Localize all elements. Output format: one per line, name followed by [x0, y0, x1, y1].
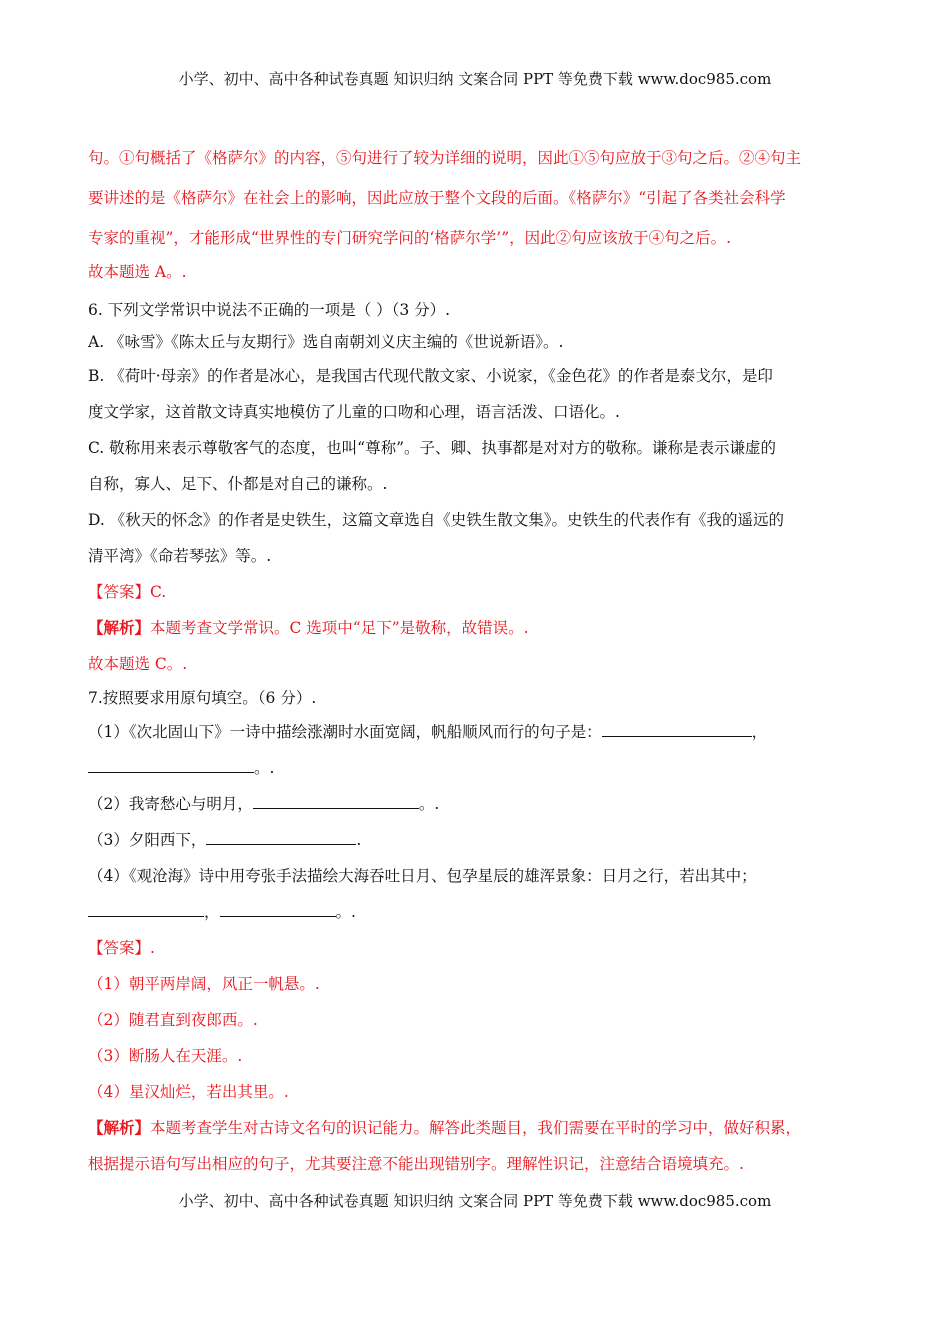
- q7-answer-1: （1）朝平两岸阔，风正一帆悬。.: [88, 975, 320, 993]
- q7-sub-3-text: （3）夕阳西下，: [88, 831, 207, 849]
- q7-answer-3: （3）断肠人在天涯。.: [88, 1047, 243, 1065]
- prev-analysis-line-2: 要讲述的是《格萨尔》在社会上的影响，因此应放于整个文段的后面。《格萨尔》“引起了各类社会科学: [88, 189, 786, 207]
- q7-analysis-tag: 【解析】: [88, 1118, 151, 1137]
- q6-analysis-tag: 【解析】: [88, 618, 151, 637]
- q7-sub-1-text: （1）《次北固山下》一诗中描绘涨潮时水面宽阔，帆船顺风而行的句子是：: [88, 723, 602, 741]
- q7-sub-4-cont: [88, 894, 866, 930]
- q6-option-d-line-1: D. 《秋天的怀念》的作者是史铁生，这篇文章选自《史铁生散文集》。史铁生的代表作有《我的遥远的: [88, 511, 784, 529]
- q7-blank-1b[interactable]: [88, 756, 254, 773]
- q7-analysis-line-1: [88, 1110, 866, 1146]
- q7-sub-1-end: 。.: [254, 759, 275, 777]
- q7-answer-4: （4）星汉灿烂，若出其里。.: [88, 1083, 289, 1101]
- page-footer: 小学、初中、高中各种试卷真题 知识归纳 文案合同 PPT 等免费下载 www.doc985.com: [178, 1192, 772, 1210]
- q7-blank-1a[interactable]: [602, 720, 752, 737]
- q7-stem: 7.按照要求用原句填空。（6 分）.: [88, 689, 317, 707]
- q6-option-c-line-1: C. 敬称用来表示尊敬客气的态度，也叫“尊称”。子、卿、执事都是对对方的敬称。谦称是表示谦虚的: [88, 439, 777, 457]
- page-header: 小学、初中、高中各种试卷真题 知识归纳 文案合同 PPT 等免费下载 www.doc985.com: [178, 70, 772, 88]
- q6-option-b-line-1: B. 《荷叶·母亲》的作者是冰心，是我国古代现代散文家、小说家，《金色花》的作者是泰戈尔，是印: [88, 367, 773, 385]
- q7-answer-2: （2）随君直到夜郎西。.: [88, 1011, 258, 1029]
- q7-sub-1-comma: ，: [751, 723, 768, 741]
- q6-option-a: A. 《咏雪》《陈太丘与友期行》选自南朝刘义庆主编的《世说新语》。.: [88, 333, 564, 351]
- q7-blank-3[interactable]: [206, 828, 356, 845]
- q7-sub-3-end: .: [356, 831, 362, 849]
- q7-blank-4b[interactable]: [220, 900, 336, 917]
- prev-analysis-line-3: 专家的重视”，才能形成“世界性的专门研究学问的‘格萨尔学’”，因此②句应该放于④句之后。.: [88, 229, 732, 247]
- q7-sub-2-end: 。.: [418, 795, 440, 813]
- q7-sub-2: [88, 786, 866, 822]
- q7-sub-1: [88, 714, 866, 750]
- q7-blank-4a[interactable]: [88, 900, 204, 917]
- q6-option-b-line-2: 度文学家，这首散文诗真实地模仿了儿童的口吻和心理，语言活泼、口语化。.: [88, 403, 620, 421]
- prev-conclusion: 故本题选 A。.: [88, 263, 187, 281]
- prev-analysis-line-1: 句。①句概括了《格萨尔》的内容，⑤句进行了较为详细的说明，因此①⑤句应放于③句之后。②④句主: [88, 149, 802, 167]
- q7-sub-1-cont: [88, 750, 866, 786]
- q6-option-c-line-2: 自称，寡人、足下、仆都是对自己的谦称。.: [88, 475, 388, 493]
- q7-sub-3: [88, 822, 866, 858]
- q7-sub-4: （4）《观沧海》诗中用夸张手法描绘大海吞吐日月、包孕星辰的雄浑景象：日月之行，若出其中；: [88, 867, 757, 885]
- q7-answer: 【答案】.: [88, 939, 155, 957]
- q7-sub-4-end: 。.: [335, 903, 356, 921]
- q6-analysis: [88, 610, 866, 646]
- document-body: [88, 140, 866, 1182]
- q7-sub-2-text: （2）我寄愁心与明月，: [88, 795, 253, 813]
- q7-analysis-line-2: 根据提示语句写出相应的句子，尤其要注意不能出现错别字。理解性识记，注意结合语境填充。.: [88, 1155, 744, 1173]
- q6-option-d-line-2: 清平湾》《命若琴弦》等。.: [88, 547, 272, 565]
- q6-answer: 【答案】C.: [88, 583, 167, 601]
- q6-analysis-text: 本题考查文学常识。C 选项中“足下”是敬称，故错误。.: [150, 619, 529, 637]
- q6-stem: 6. 下列文学常识中说法不正确的一项是（ ）（3 分）.: [88, 301, 451, 319]
- q7-analysis-text-1: 本题考查学生对古诗文名句的识记能力。解答此类题目，我们需要在平时的学习中，做好积累，: [150, 1119, 802, 1137]
- q7-blank-2[interactable]: [253, 792, 419, 809]
- q6-conclusion: 故本题选 C。.: [88, 655, 188, 673]
- q7-sub-4-comma: ，: [204, 903, 220, 921]
